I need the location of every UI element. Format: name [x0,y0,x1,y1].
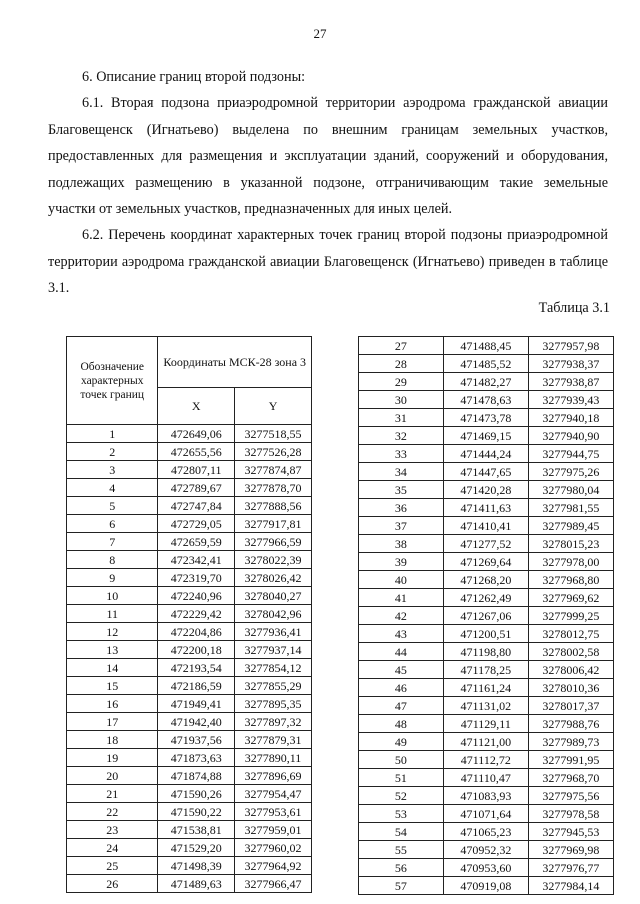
y-coordinate: 3277981,55 [528,499,613,517]
paragraph-6-2: 6.2. Перечень координат характерных точек границ второй подзоны приаэродромной территории аэродрома гражданской авиации Благовещенск (Игнатьево) приведен в таблице 3.1. [48,227,608,296]
x-coordinate: 471942,40 [158,713,235,731]
table-row [67,533,312,551]
y-coordinate: 3278002,58 [528,643,613,661]
point-number: 7 [67,533,158,551]
point-number: 3 [67,461,158,479]
x-coordinate: 471482,27 [443,373,528,391]
table-row [67,515,312,533]
x-coordinate: 472240,96 [158,587,235,605]
x-coordinate: 471178,25 [443,661,528,679]
y-coordinate: 3277975,56 [528,787,613,805]
y-coordinate: 3277526,28 [235,443,312,461]
y-coordinate: 3277895,35 [235,695,312,713]
point-number: 15 [67,677,158,695]
point-number: 57 [359,877,444,895]
point-number: 13 [67,641,158,659]
y-coordinate: 3277975,26 [528,463,613,481]
x-coordinate: 472342,41 [158,551,235,569]
point-number: 37 [359,517,444,535]
y-coordinate: 3277966,47 [235,875,312,893]
x-coordinate: 471410,41 [443,517,528,535]
x-coordinate: 471200,51 [443,625,528,643]
table-row [67,659,312,677]
point-number: 18 [67,731,158,749]
x-coordinate: 472204,86 [158,623,235,641]
y-coordinate: 3277937,14 [235,641,312,659]
x-coordinate: 471277,52 [443,535,528,553]
y-coordinate: 3277978,00 [528,553,613,571]
y-coordinate: 3278015,23 [528,535,613,553]
x-coordinate: 472655,56 [158,443,235,461]
y-coordinate: 3277954,47 [235,785,312,803]
x-coordinate: 472649,06 [158,425,235,443]
table-row [359,661,614,679]
x-coordinate: 471949,41 [158,695,235,713]
point-number: 22 [67,803,158,821]
x-coordinate: 472193,54 [158,659,235,677]
point-number: 24 [67,839,158,857]
point-number: 14 [67,659,158,677]
point-number: 55 [359,841,444,859]
x-coordinate: 471411,63 [443,499,528,517]
table-row [359,787,614,805]
x-coordinate: 472789,67 [158,479,235,497]
table-row [359,625,614,643]
x-coordinate: 471420,28 [443,481,528,499]
point-number: 11 [67,605,158,623]
y-coordinate: 3277945,53 [528,823,613,841]
table-row [67,569,312,587]
x-coordinate: 471485,52 [443,355,528,373]
table-row [359,499,614,517]
y-coordinate: 3277960,02 [235,839,312,857]
table-row [67,461,312,479]
table-row [359,733,614,751]
x-coordinate: 471538,81 [158,821,235,839]
y-coordinate: 3277968,70 [528,769,613,787]
table-row [359,589,614,607]
point-number: 47 [359,697,444,715]
x-coordinate: 471590,22 [158,803,235,821]
x-coordinate: 472729,05 [158,515,235,533]
point-number: 30 [359,391,444,409]
right-table-body [359,337,614,895]
point-number: 31 [359,409,444,427]
y-coordinate: 3277989,45 [528,517,613,535]
y-coordinate: 3277953,61 [235,803,312,821]
table-row [67,479,312,497]
y-coordinate: 3277940,18 [528,409,613,427]
table-row [67,749,312,767]
x-coordinate: 472807,11 [158,461,235,479]
point-number: 51 [359,769,444,787]
y-coordinate: 3278022,39 [235,551,312,569]
point-number: 42 [359,607,444,625]
x-coordinate: 471112,72 [443,751,528,769]
table-row [67,443,312,461]
point-number: 48 [359,715,444,733]
point-number: 28 [359,355,444,373]
table-row [359,463,614,481]
x-coordinate: 472319,70 [158,569,235,587]
point-number: 35 [359,481,444,499]
table-row [359,535,614,553]
y-coordinate: 3277944,75 [528,445,613,463]
table-row [359,553,614,571]
table-row [359,607,614,625]
y-coordinate: 3277969,62 [528,589,613,607]
y-coordinate: 3277518,55 [235,425,312,443]
table-row [359,571,614,589]
y-coordinate: 3277874,87 [235,461,312,479]
table-row [359,391,614,409]
point-number: 25 [67,857,158,875]
x-coordinate: 471161,24 [443,679,528,697]
point-number: 27 [359,337,444,355]
point-number: 21 [67,785,158,803]
y-coordinate: 3278012,75 [528,625,613,643]
y-coordinate: 3278042,96 [235,605,312,623]
table-row [359,805,614,823]
x-coordinate: 471131,02 [443,697,528,715]
y-coordinate: 3277936,41 [235,623,312,641]
point-number: 2 [67,443,158,461]
y-coordinate: 3277939,43 [528,391,613,409]
table-row [359,445,614,463]
point-number: 10 [67,587,158,605]
table-row [67,641,312,659]
point-number: 32 [359,427,444,445]
left-table-body [67,425,312,893]
point-number: 49 [359,733,444,751]
coordinates-table-right [358,336,614,895]
point-number: 16 [67,695,158,713]
section-heading: 6. Описание границ второй подзоны: [82,69,306,85]
x-coordinate: 471129,11 [443,715,528,733]
header-coordinates: Координаты МСК-28 зона 3 [158,337,312,388]
x-coordinate: 471121,00 [443,733,528,751]
x-coordinate: 471198,80 [443,643,528,661]
y-coordinate: 3277984,14 [528,877,613,895]
table-row [359,481,614,499]
y-coordinate: 3277999,25 [528,607,613,625]
table-row [67,425,312,443]
point-number: 46 [359,679,444,697]
x-coordinate: 471110,47 [443,769,528,787]
table-row [67,821,312,839]
y-coordinate: 3278017,37 [528,697,613,715]
point-number: 53 [359,805,444,823]
table-row [359,823,614,841]
point-number: 5 [67,497,158,515]
point-number: 1 [67,425,158,443]
y-coordinate: 3277896,69 [235,767,312,785]
table-row [359,877,614,895]
y-coordinate: 3277878,70 [235,479,312,497]
page-number: 27 [313,26,327,41]
point-number: 38 [359,535,444,553]
x-coordinate: 471478,63 [443,391,528,409]
table-row [359,355,614,373]
x-coordinate: 471489,63 [158,875,235,893]
x-coordinate: 472747,84 [158,497,235,515]
y-coordinate: 3277879,31 [235,731,312,749]
table-row [359,373,614,391]
x-coordinate: 471469,15 [443,427,528,445]
table-row [67,731,312,749]
y-coordinate: 3277855,29 [235,677,312,695]
x-coordinate: 471874,88 [158,767,235,785]
x-coordinate: 471268,20 [443,571,528,589]
y-coordinate: 3277968,80 [528,571,613,589]
y-coordinate: 3278006,42 [528,661,613,679]
y-coordinate: 3277917,81 [235,515,312,533]
table-row [67,803,312,821]
table-row [359,751,614,769]
table-row [359,517,614,535]
x-coordinate: 471262,49 [443,589,528,607]
x-coordinate: 472659,59 [158,533,235,551]
point-number: 44 [359,643,444,661]
table-row [359,715,614,733]
point-number: 34 [359,463,444,481]
y-coordinate: 3277988,76 [528,715,613,733]
point-number: 6 [67,515,158,533]
point-number: 12 [67,623,158,641]
point-number: 39 [359,553,444,571]
point-number: 29 [359,373,444,391]
table-row [359,841,614,859]
y-coordinate: 3277964,92 [235,857,312,875]
table-row [67,623,312,641]
header-point-designation: Обозначение характерных точек границ [67,337,158,425]
point-number: 26 [67,875,158,893]
point-number: 33 [359,445,444,463]
y-coordinate: 3277989,73 [528,733,613,751]
x-coordinate: 472186,59 [158,677,235,695]
table-row [359,769,614,787]
x-coordinate: 472200,18 [158,641,235,659]
point-number: 56 [359,859,444,877]
point-number: 20 [67,767,158,785]
point-number: 40 [359,571,444,589]
y-coordinate: 3277978,58 [528,805,613,823]
x-coordinate: 471498,39 [158,857,235,875]
y-coordinate: 3277897,32 [235,713,312,731]
table-row [67,497,312,515]
x-coordinate: 470952,32 [443,841,528,859]
table-row [359,643,614,661]
x-coordinate: 471473,78 [443,409,528,427]
x-coordinate: 471269,64 [443,553,528,571]
y-coordinate: 3277957,98 [528,337,613,355]
table-row [67,677,312,695]
point-number: 45 [359,661,444,679]
table-row [67,857,312,875]
table-row [359,427,614,445]
point-number: 23 [67,821,158,839]
table-caption: Таблица 3.1 [538,300,610,316]
table-row [359,337,614,355]
y-coordinate: 3277991,95 [528,751,613,769]
y-coordinate: 3277940,90 [528,427,613,445]
table-row [67,695,312,713]
y-coordinate: 3278010,36 [528,679,613,697]
y-coordinate: 3277980,04 [528,481,613,499]
x-coordinate: 471065,23 [443,823,528,841]
point-number: 52 [359,787,444,805]
x-coordinate: 471488,45 [443,337,528,355]
table-row [67,767,312,785]
point-number: 36 [359,499,444,517]
y-coordinate: 3277969,98 [528,841,613,859]
table-row [67,605,312,623]
y-coordinate: 3277888,56 [235,497,312,515]
x-coordinate: 471529,20 [158,839,235,857]
x-coordinate: 471444,24 [443,445,528,463]
x-coordinate: 470953,60 [443,859,528,877]
table-row [67,839,312,857]
x-coordinate: 470919,08 [443,877,528,895]
table-row [67,551,312,569]
table-row [359,409,614,427]
x-coordinate: 471590,26 [158,785,235,803]
table-row [67,785,312,803]
y-coordinate: 3277938,87 [528,373,613,391]
table-row [359,859,614,877]
table-row [359,697,614,715]
table-row [67,587,312,605]
point-number: 9 [67,569,158,587]
point-number: 8 [67,551,158,569]
x-coordinate: 471083,93 [443,787,528,805]
point-number: 54 [359,823,444,841]
y-coordinate: 3278040,27 [235,587,312,605]
coordinates-table-left [66,336,312,893]
x-coordinate: 472229,42 [158,605,235,623]
x-coordinate: 471447,65 [443,463,528,481]
header-y: Y [235,388,312,425]
x-coordinate: 471937,56 [158,731,235,749]
point-number: 43 [359,625,444,643]
y-coordinate: 3277854,12 [235,659,312,677]
y-coordinate: 3277976,77 [528,859,613,877]
point-number: 19 [67,749,158,767]
table-row [359,679,614,697]
paragraph-6-1: 6.1. Вторая подзона приаэродромной территории аэродрома гражданской авиации Благовещенск (Игнатьево) выделена по внешним границам земельных участков, предоставленных для размещения и эксплуатации зданий, сооружений и оборудования, подлежащих размещению в указанной подзоне, отграничивающим такие земельные участки от земельных участков, предназначенных для иных целей. [48,95,608,217]
point-number: 4 [67,479,158,497]
x-coordinate: 471071,64 [443,805,528,823]
y-coordinate: 3277890,11 [235,749,312,767]
table-row [67,875,312,893]
header-x: X [158,388,235,425]
point-number: 41 [359,589,444,607]
point-number: 50 [359,751,444,769]
table-row [67,713,312,731]
y-coordinate: 3277938,37 [528,355,613,373]
x-coordinate: 471267,06 [443,607,528,625]
y-coordinate: 3278026,42 [235,569,312,587]
x-coordinate: 471873,63 [158,749,235,767]
y-coordinate: 3277959,01 [235,821,312,839]
y-coordinate: 3277966,59 [235,533,312,551]
point-number: 17 [67,713,158,731]
